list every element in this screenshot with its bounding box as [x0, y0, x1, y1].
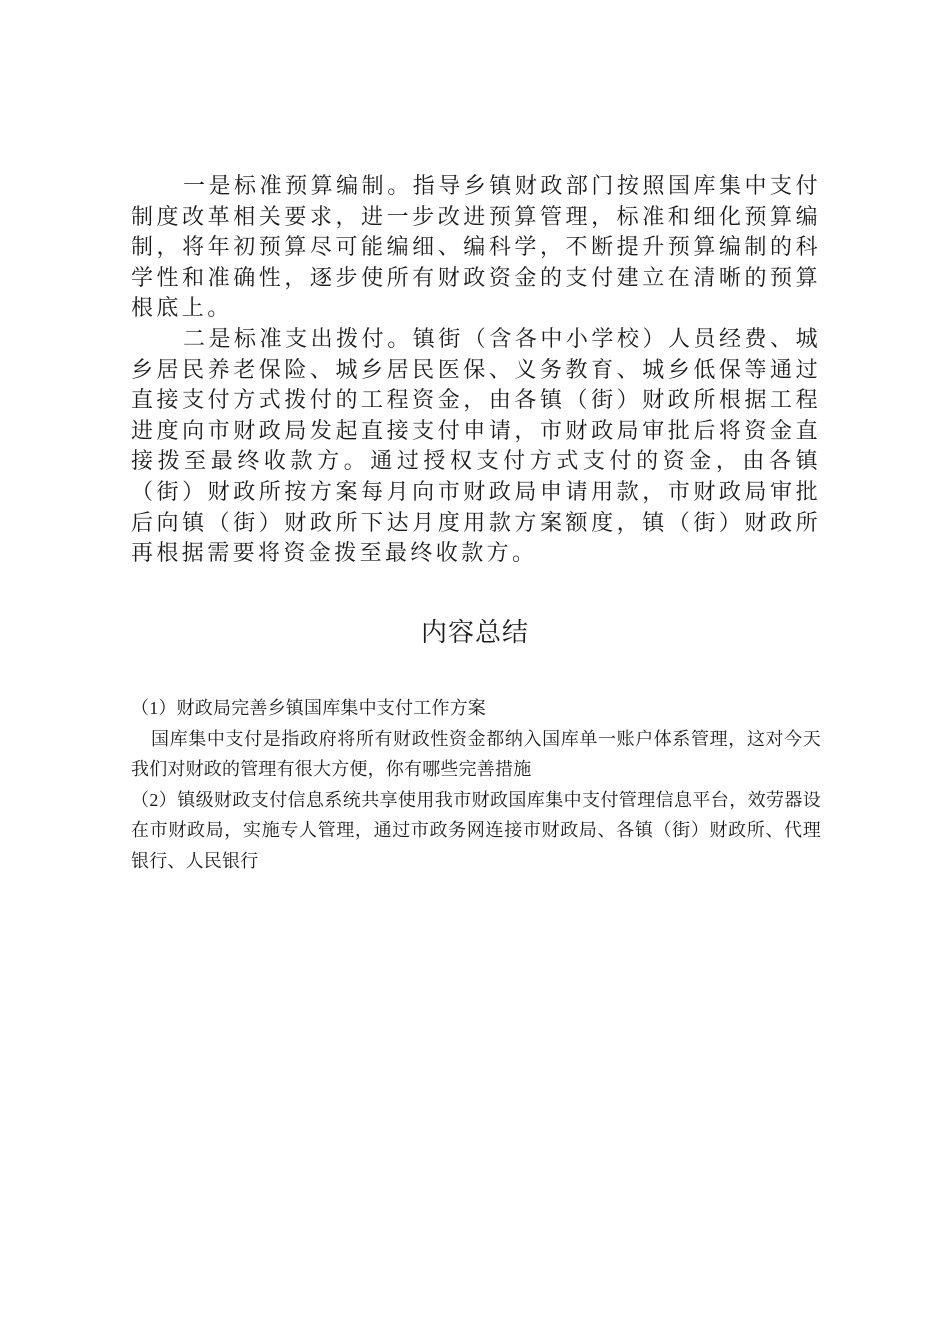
summary-item-definition: 国库集中支付是指政府将所有财政性资金都纳入国库单一账户体系管理，这对今天我们对财政的管理有很大方便，你有哪些完善措施 — [131, 728, 821, 779]
summary-item-2: （2）镇级财政支付信息系统共享使用我市财政国库集中支付管理信息平台，效劳器设在市财政局，实施专人管理，通过市政务网连接市财政局、各镇（街）财政所、代理银行、人民银行 — [131, 789, 821, 871]
summary-section — [131, 693, 821, 876]
body-text-section — [131, 172, 821, 570]
paragraph-standard-budget: 一是标准预算编制。指导乡镇财政部门按照国库集中支付制度改革相关要求，进一步改进预算管理，标准和细化预算编制，将年初预算尽可能编细、编科学，不断提升预算编制的科学性和准确性，逐步使所有财政资金的支付建立在清晰的预算根底上。 — [131, 174, 821, 322]
summary-item-1: （1）财政局完善乡镇国库集中支付工作方案 — [131, 698, 486, 718]
paragraph-standard-expenditure: 二是标准支出拨付。镇街（含各中小学校）人员经费、城乡居民养老保险、城乡居民医保、义务教育、城乡低保等通过直接支付方式拨付的工程资金，由各镇（街）财政所根据工程进度向市财政局发起直接支付申请，市财政局审批后将资金直接拨至最终收款方。通过授权支付方式支付的资金，由各镇（街）财政所按方案每月向市财政局申请用款，市财政局审批后向镇（街）财政所下达月度用款方案额度，镇（街）财政所再根据需要将资金拨至最终收款方。 — [131, 326, 821, 567]
summary-title: 内容总结 — [420, 618, 529, 648]
